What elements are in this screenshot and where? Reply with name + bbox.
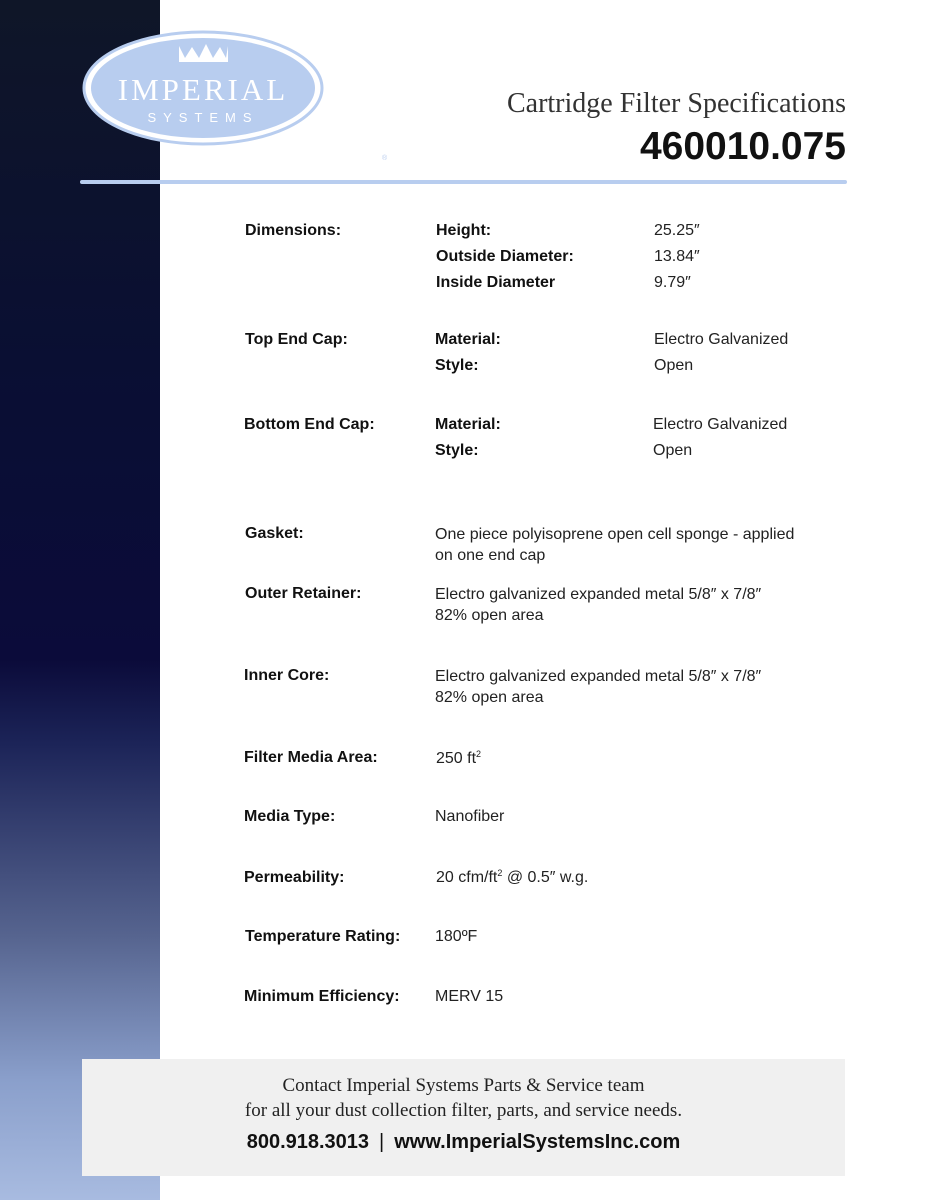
- footer-contact: [82, 1131, 845, 1154]
- media-type-label: Media Type:: [244, 808, 336, 825]
- inside-diameter-value: 9.79″: [654, 274, 691, 291]
- outer-retainer-value-line1: Electro galvanized expanded metal 5/8″ x 7/8″: [435, 586, 762, 603]
- footer-separator: |: [379, 1131, 385, 1153]
- minimum-efficiency-label: Minimum Efficiency:: [244, 988, 400, 1005]
- gasket-value-line1: One piece polyisoprene open cell sponge - applied: [435, 526, 795, 543]
- dimensions-label: Dimensions:: [245, 222, 342, 239]
- height-value: 25.25″: [654, 222, 700, 239]
- permeability-value: 20 cfm/$ft^2$ @ 0.5″ w.g.: [436, 868, 589, 886]
- brand-sub: SYSTEMS: [147, 110, 259, 125]
- inside-diameter-label: Inside Diameter: [436, 274, 556, 291]
- top-style-value: Open: [654, 357, 694, 374]
- bottom-style-value: Open: [653, 442, 693, 459]
- top-material-label: Material:: [435, 331, 501, 348]
- inner-core-value-line1: Electro galvanized expanded metal 5/8″ x 7/8″: [435, 668, 762, 685]
- filter-media-area-label: Filter Media Area:: [244, 749, 378, 766]
- temperature-rating-label: Temperature Rating:: [245, 928, 401, 945]
- footer-line-2: for all your dust collection filter, parts, and service needs.: [244, 1100, 683, 1121]
- bottom-style-label: Style:: [435, 442, 479, 459]
- outside-diameter-label: Outside Diameter:: [436, 248, 574, 265]
- outer-retainer-label: Outer Retainer:: [245, 585, 362, 602]
- outer-retainer-value-line2: 82% open area: [435, 607, 544, 624]
- inner-core-label: Inner Core:: [244, 667, 330, 684]
- top-style-label: Style:: [435, 357, 479, 374]
- media-type-value: Nanofiber: [435, 808, 505, 825]
- bottom-material-value: Electro Galvanized: [653, 416, 788, 433]
- part-number: 460010.075: [639, 125, 846, 168]
- bottom-end-cap-label: Bottom End Cap:: [244, 416, 375, 433]
- gasket-label: Gasket:: [245, 525, 304, 542]
- document-title: Cartridge Filter Specifications: [506, 88, 846, 119]
- registered-mark: ®: [382, 155, 388, 162]
- outside-diameter-value: 13.84″: [654, 248, 700, 265]
- inner-core-value-line2: 82% open area: [435, 689, 544, 706]
- header-divider: [80, 180, 847, 184]
- top-material-value: Electro Galvanized: [654, 331, 789, 348]
- height-label: Height:: [436, 222, 492, 239]
- footer-phone[interactable]: 800.918.3013: [246, 1131, 370, 1153]
- top-end-cap-label: Top End Cap:: [245, 331, 348, 348]
- footer-website[interactable]: www.ImperialSystemsInc.com: [394, 1131, 681, 1153]
- brand-logo: [82, 30, 388, 162]
- filter-media-area-value: 250 $ft^2$: [436, 749, 482, 767]
- contact-footer: [82, 1059, 845, 1176]
- minimum-efficiency-value: MERV 15: [435, 988, 504, 1005]
- brand-name: IMPERIAL: [117, 72, 289, 107]
- gasket-value-line2: on one end cap: [435, 547, 546, 564]
- permeability-label: Permeability:: [244, 869, 345, 886]
- temperature-rating-value: 180ºF: [435, 928, 478, 945]
- footer-line-1: Contact Imperial Systems Parts & Service team: [282, 1075, 645, 1096]
- bottom-material-label: Material:: [435, 416, 501, 433]
